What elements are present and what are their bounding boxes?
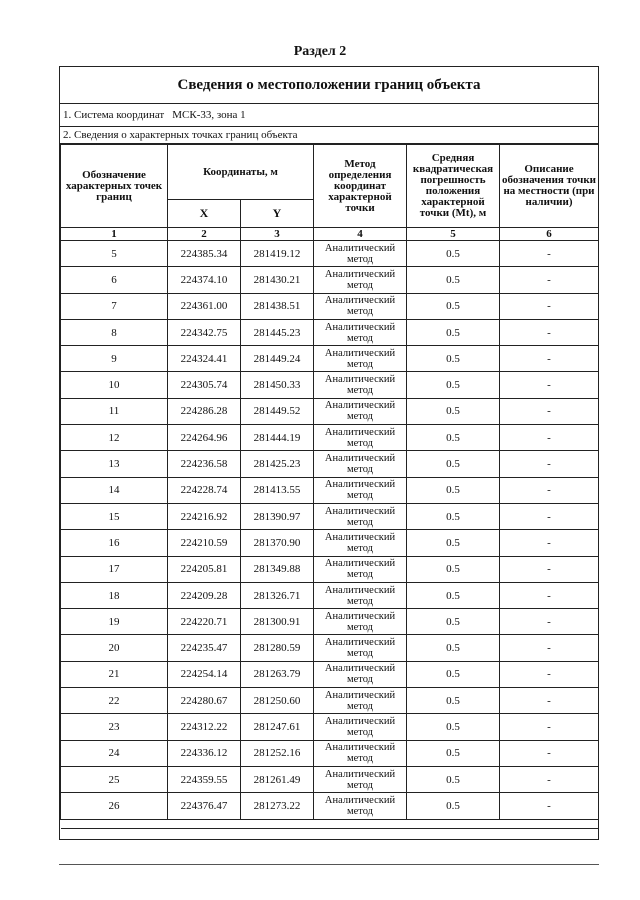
x-coordinate-cell: 224305.74 [168,372,241,398]
method-cell: Аналитический метод [314,688,407,714]
table-row [61,635,599,661]
point-number-cell: 18 [61,582,168,608]
x-coordinate-cell: 224342.75 [168,319,241,345]
y-coordinate-cell: 281445.23 [241,319,314,345]
y-coordinate-cell: 281449.24 [241,346,314,372]
x-coordinate-cell: 224216.92 [168,503,241,529]
accuracy-cell: 0.5 [407,372,500,398]
y-coordinate-cell: 281430.21 [241,267,314,293]
header-accuracy: Средняя квадратическая погрешность положения характерной точки (Mt), м [407,145,500,228]
point-number-cell: 15 [61,503,168,529]
point-number-cell: 24 [61,740,168,766]
y-coordinate-cell: 281261.49 [241,766,314,792]
description-cell: - [500,372,599,398]
column-number: 5 [407,228,500,241]
accuracy-cell: 0.5 [407,609,500,635]
y-coordinate-cell: 281425.23 [241,451,314,477]
accuracy-cell: 0.5 [407,425,500,451]
method-cell: Аналитический метод [314,766,407,792]
point-number-cell: 26 [61,793,168,819]
x-coordinate-cell: 224376.47 [168,793,241,819]
table-row [61,398,599,424]
method-cell: Аналитический метод [314,293,407,319]
y-coordinate-cell: 281300.91 [241,609,314,635]
accuracy-cell: 0.5 [407,793,500,819]
accuracy-cell: 0.5 [407,346,500,372]
y-coordinate-cell: 281280.59 [241,635,314,661]
x-coordinate-cell: 224359.55 [168,766,241,792]
method-cell: Аналитический метод [314,372,407,398]
bottom-rule [59,864,599,865]
point-number-cell: 9 [61,346,168,372]
table-row [61,293,599,319]
y-coordinate-cell: 281413.55 [241,477,314,503]
y-coordinate-cell: 281252.16 [241,740,314,766]
accuracy-cell: 0.5 [407,267,500,293]
x-coordinate-cell: 224312.22 [168,714,241,740]
method-cell: Аналитический метод [314,319,407,345]
x-coordinate-cell: 224254.14 [168,661,241,687]
method-cell: Аналитический метод [314,635,407,661]
section-title: Раздел 2 [293,44,347,59]
description-cell: - [500,740,599,766]
method-cell: Аналитический метод [314,346,407,372]
table-row [61,793,599,819]
description-cell: - [500,556,599,582]
x-coordinate-cell: 224235.47 [168,635,241,661]
accuracy-cell: 0.5 [407,740,500,766]
accuracy-cell: 0.5 [407,556,500,582]
header-method: Метод определения координат характерной точки [314,145,407,228]
points-table-body [61,241,599,820]
document-title: Сведения о местоположении границ объекта [60,67,598,104]
description-cell: - [500,582,599,608]
table-tail-cell [61,819,599,828]
method-cell: Аналитический метод [314,740,407,766]
accuracy-cell: 0.5 [407,319,500,345]
x-coordinate-cell: 224286.28 [168,398,241,424]
y-coordinate-cell: 281370.90 [241,530,314,556]
table-row [61,425,599,451]
header-x: X [168,200,241,228]
table-row [61,688,599,714]
y-coordinate-cell: 281449.52 [241,398,314,424]
y-coordinate-cell: 281247.61 [241,714,314,740]
description-cell: - [500,766,599,792]
accuracy-cell: 0.5 [407,766,500,792]
point-number-cell: 10 [61,372,168,398]
y-coordinate-cell: 281349.88 [241,556,314,582]
column-number: 3 [241,228,314,241]
method-cell: Аналитический метод [314,556,407,582]
x-coordinate-cell: 224210.59 [168,530,241,556]
method-cell: Аналитический метод [314,267,407,293]
table-row [61,661,599,687]
table-row [61,609,599,635]
description-cell: - [500,241,599,267]
boundary-points-table [60,144,599,829]
method-cell: Аналитический метод [314,451,407,477]
accuracy-cell: 0.5 [407,582,500,608]
description-cell: - [500,477,599,503]
table-row [61,241,599,267]
table-row [61,346,599,372]
x-coordinate-cell: 224220.71 [168,609,241,635]
method-cell: Аналитический метод [314,398,407,424]
accuracy-cell: 0.5 [407,530,500,556]
x-coordinate-cell: 224374.10 [168,267,241,293]
x-coordinate-cell: 224209.28 [168,582,241,608]
boundary-info-frame [59,66,599,840]
method-cell: Аналитический метод [314,582,407,608]
description-cell: - [500,661,599,687]
coordinate-system-line [60,104,598,127]
accuracy-cell: 0.5 [407,293,500,319]
point-number-cell: 8 [61,319,168,345]
coordinate-system-label: 1. Система координат [63,109,165,121]
x-coordinate-cell: 224228.74 [168,477,241,503]
description-cell: - [500,688,599,714]
point-number-cell: 6 [61,267,168,293]
accuracy-cell: 0.5 [407,635,500,661]
point-number-cell: 11 [61,398,168,424]
point-number-cell: 17 [61,556,168,582]
points-heading: 2. Сведения о характерных точках границ объекта [60,127,598,144]
header-description: Описание обозначения точки на местности (при наличии) [500,145,599,228]
method-cell: Аналитический метод [314,530,407,556]
point-number-cell: 5 [61,241,168,267]
table-row [61,556,599,582]
description-cell: - [500,451,599,477]
method-cell: Аналитический метод [314,714,407,740]
x-coordinate-cell: 224361.00 [168,293,241,319]
table-row [61,503,599,529]
description-cell: - [500,609,599,635]
point-number-cell: 22 [61,688,168,714]
description-cell: - [500,293,599,319]
point-number-cell: 13 [61,451,168,477]
description-cell: - [500,398,599,424]
header-coordinates: Координаты, м [168,145,314,200]
coordinate-system-value: МСК-33, зона 1 [172,109,246,121]
accuracy-cell: 0.5 [407,241,500,267]
point-number-cell: 7 [61,293,168,319]
method-cell: Аналитический метод [314,661,407,687]
point-number-cell: 20 [61,635,168,661]
accuracy-cell: 0.5 [407,398,500,424]
description-cell: - [500,714,599,740]
point-number-cell: 21 [61,661,168,687]
y-coordinate-cell: 281444.19 [241,425,314,451]
method-cell: Аналитический метод [314,425,407,451]
method-cell: Аналитический метод [314,241,407,267]
description-cell: - [500,635,599,661]
x-coordinate-cell: 224324.41 [168,346,241,372]
table-tail-row [61,819,599,828]
description-cell: - [500,267,599,293]
table-row [61,766,599,792]
method-cell: Аналитический метод [314,477,407,503]
y-coordinate-cell: 281263.79 [241,661,314,687]
column-number: 6 [500,228,599,241]
point-number-cell: 25 [61,766,168,792]
accuracy-cell: 0.5 [407,503,500,529]
accuracy-cell: 0.5 [407,661,500,687]
description-cell: - [500,346,599,372]
y-coordinate-cell: 281250.60 [241,688,314,714]
table-row [61,319,599,345]
accuracy-cell: 0.5 [407,688,500,714]
y-coordinate-cell: 281273.22 [241,793,314,819]
y-coordinate-cell: 281438.51 [241,293,314,319]
accuracy-cell: 0.5 [407,451,500,477]
x-coordinate-cell: 224236.58 [168,451,241,477]
accuracy-cell: 0.5 [407,477,500,503]
y-coordinate-cell: 281390.97 [241,503,314,529]
table-row [61,267,599,293]
point-number-cell: 19 [61,609,168,635]
x-coordinate-cell: 224280.67 [168,688,241,714]
x-coordinate-cell: 224205.81 [168,556,241,582]
method-cell: Аналитический метод [314,609,407,635]
point-number-cell: 16 [61,530,168,556]
y-coordinate-cell: 281419.12 [241,241,314,267]
table-row [61,582,599,608]
description-cell: - [500,530,599,556]
method-cell: Аналитический метод [314,793,407,819]
column-number: 4 [314,228,407,241]
accuracy-cell: 0.5 [407,714,500,740]
table-row [61,372,599,398]
method-cell: Аналитический метод [314,503,407,529]
column-number: 2 [168,228,241,241]
point-number-cell: 14 [61,477,168,503]
x-coordinate-cell: 224385.34 [168,241,241,267]
header-designation: Обозначение характерных точек границ [61,145,168,228]
description-cell: - [500,793,599,819]
column-number: 1 [61,228,168,241]
table-row [61,714,599,740]
point-number-cell: 12 [61,425,168,451]
y-coordinate-cell: 281326.71 [241,582,314,608]
x-coordinate-cell: 224264.96 [168,425,241,451]
table-row [61,477,599,503]
y-coordinate-cell: 281450.33 [241,372,314,398]
x-coordinate-cell: 224336.12 [168,740,241,766]
point-number-cell: 23 [61,714,168,740]
table-row [61,740,599,766]
description-cell: - [500,319,599,345]
table-row [61,451,599,477]
header-y: Y [241,200,314,228]
description-cell: - [500,425,599,451]
description-cell: - [500,503,599,529]
table-row [61,530,599,556]
